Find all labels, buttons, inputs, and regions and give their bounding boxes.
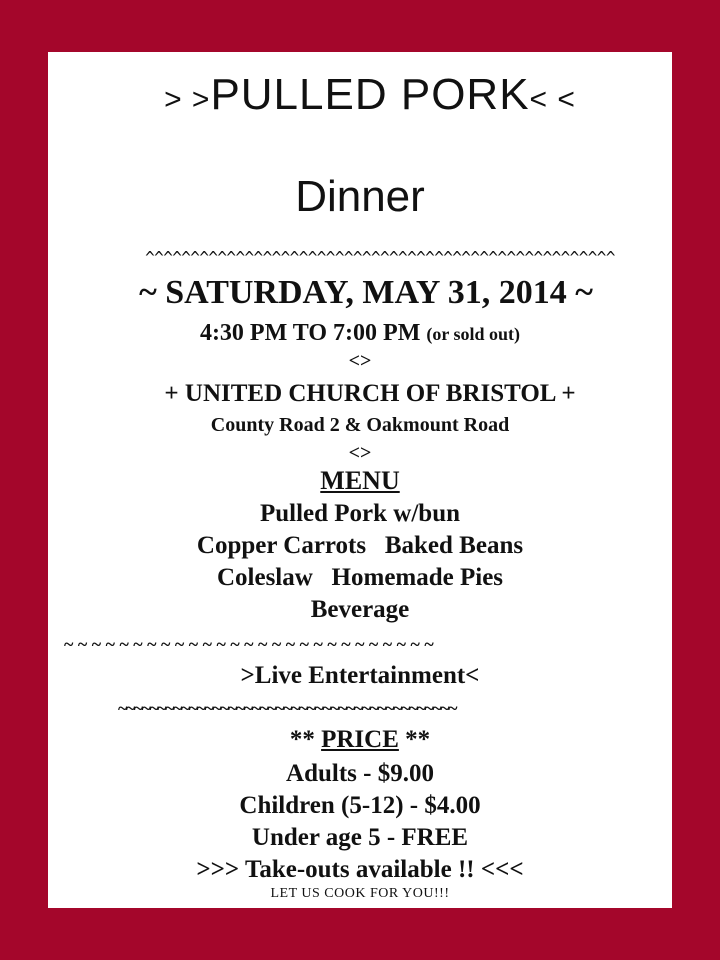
- title-arrows-right: < <: [529, 83, 576, 116]
- separator-1: <>: [348, 350, 372, 372]
- menu-item: Copper Carrots Baked Beans: [196, 532, 524, 559]
- flyer-subtitle: Dinner: [295, 172, 425, 221]
- tilde-divider-2: ~~~~~~~~~~~~~~~~~~~~~~~~~~~~~~~~~~~~~~~~~~~: [118, 698, 456, 718]
- title-arrows-left: > >: [164, 83, 211, 116]
- church-address: County Road 2 & Oakmount Road: [210, 414, 510, 436]
- takeout-note: >>> Take-outs available !! <<<: [196, 856, 524, 883]
- flyer-title: [58, 70, 672, 120]
- price-item: Under age 5 - FREE: [251, 824, 469, 851]
- price-heading-label: PRICE: [321, 726, 399, 753]
- menu-item: Beverage: [310, 596, 410, 623]
- price-item: Adults - $9.00: [286, 760, 434, 787]
- event-time-note: (or sold out): [426, 324, 521, 344]
- footer-text: LET US COOK FOR YOU!!!: [270, 886, 450, 901]
- church-name: + UNITED CHURCH OF BRISTOL +: [164, 380, 576, 407]
- event-time: [48, 320, 672, 347]
- price-heading: [48, 726, 672, 754]
- price-prefix: **: [289, 726, 322, 753]
- separator-2: <>: [348, 442, 372, 464]
- menu-heading: MENU: [320, 466, 400, 495]
- title-text: PULLED PORK: [210, 70, 530, 119]
- price-suffix: **: [398, 726, 431, 753]
- event-date: ~ SATURDAY, MAY 31, 2014 ~: [139, 274, 593, 311]
- tilde-divider: ~ ~ ~ ~ ~ ~ ~ ~ ~ ~ ~ ~ ~ ~ ~ ~ ~ ~ ~ ~ ~ ~ ~ ~ ~ ~ ~: [64, 634, 434, 654]
- menu-item: Pulled Pork w/bun: [259, 500, 461, 527]
- flyer-page: [48, 52, 672, 908]
- caret-divider: ^^^^^^^^^^^^^^^^^^^^^^^^^^^^^^^^^^^^^^^^^^^^^^^^^^^^: [145, 248, 615, 267]
- event-time-range: 4:30 PM TO 7:00 PM: [199, 320, 421, 346]
- price-item: Children (5-12) - $4.00: [239, 792, 481, 819]
- entertainment-text: >Live Entertainment<: [240, 662, 480, 689]
- menu-item: Coleslaw Homemade Pies: [216, 564, 504, 591]
